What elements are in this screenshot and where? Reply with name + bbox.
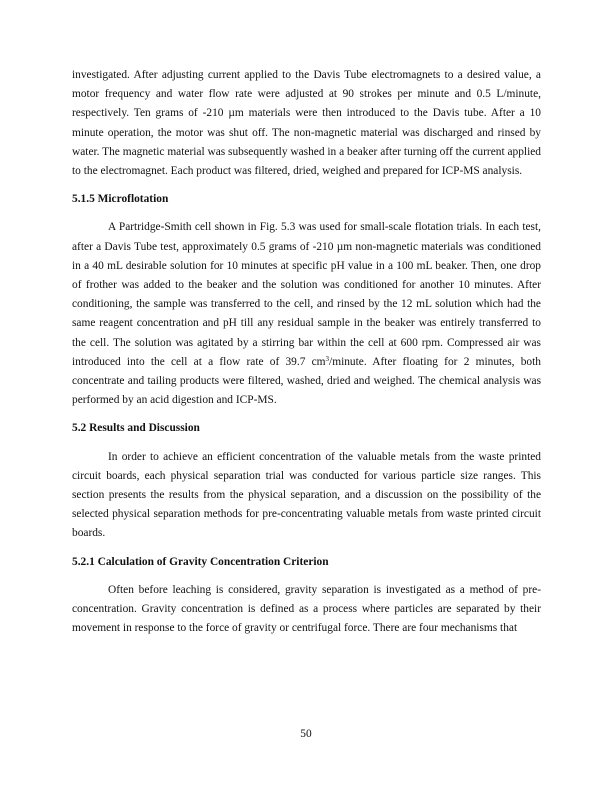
heading-results-and-discussion: 5.2 Results and Discussion — [72, 422, 200, 435]
paragraph-microflotation-text-b: /minute. After floating for 2 minutes, both concentrate and tailing products were filtered, washed, dried and weighed. The chemical analysis was performed by an acid digestion and ICP-MS. — [72, 355, 541, 407]
paragraph-microflotation-text-a: A Partridge-Smith cell shown in Fig. 5.3 was used for small-scale flotation trials. In each test, after a Davis Tube test, approximately 0.5 grams of -210 µm non-magnetic materials was conditioned in a 40 mL desirable solution for 10 minutes at specific pH value in a 100 mL beaker. Then, one drop of frother was added to the beaker and the solution was conditioned for another 10 minutes. After conditioning, the sample was transferred to the cell, and rinsed by the 12 mL solution which had the same reagent concentration and pH till any residual sample in the beaker was entirely transferred to the cell. The solution was agitated by a stirring bar within the cell at 600 rpm. Compressed air was introduced into the cell at a flow rate of 39.7 cm — [72, 221, 541, 368]
superscript-cubed: 3 — [325, 354, 330, 363]
heading-microflotation: 5.1.5 Microflotation — [72, 193, 169, 206]
paragraph-microflotation-procedure — [72, 218, 541, 410]
paragraph-gravity-concentration: Often before leaching is considered, gravity separation is investigated as a method of pre-concentration. Gravity concentration is defined as a process where particles are separated by their movement in response to the force of gravity or centrifugal force. There are four mechanisms that — [72, 583, 541, 635]
paragraph-results-intro: In order to achieve an efficient concentration of the valuable metals from the waste printed circuit boards, each physical separation trial was conducted for various particle size ranges. This section presents the results from the physical separation, and a discussion on the possibility of the selected physical separation methods for pre-concentrating valuable metals from waste printed circuit boards. — [72, 450, 541, 540]
paragraph-davis-tube-procedure: investigated. After adjusting current applied to the Davis Tube electromagnets to a desired value, a motor frequency and water flow rate were adjusted at 90 strokes per minute and 0.5 L/minute, respectively. Ten grams of -210 µm materials were then introduced to the Davis tube. After a 10 minute operation, the motor was shut off. The non-magnetic material was discharged and rinsed by water. The magnetic material was subsequently washed in a beaker after turning off the current applied to the electromagnet. Each product was filtered, dried, weighed and prepared for ICP-MS analysis. — [72, 69, 541, 178]
document-body — [72, 66, 541, 638]
page-number: 50 — [300, 728, 312, 740]
heading-gravity-concentration-criterion: 5.2.1 Calculation of Gravity Concentration Criterion — [72, 555, 329, 568]
